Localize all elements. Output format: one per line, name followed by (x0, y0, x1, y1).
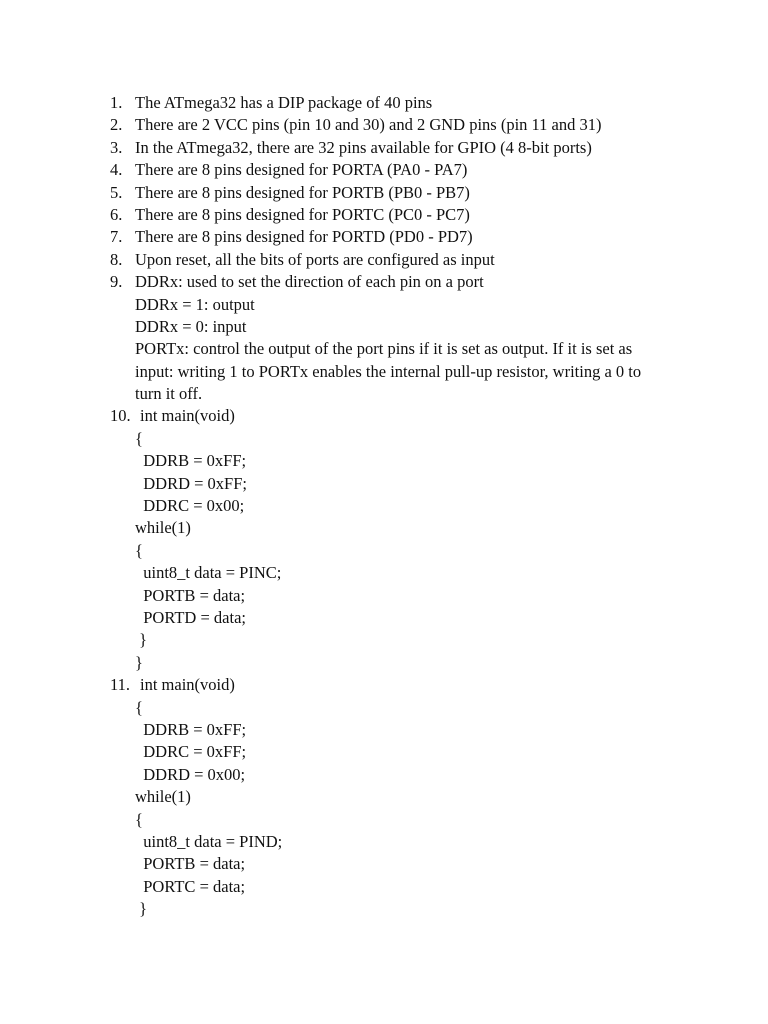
code-text: { (135, 697, 143, 717)
code-text: { (135, 428, 143, 448)
list-item-8 (110, 249, 710, 271)
item9-continuation-line (110, 361, 710, 383)
code-text: while(1) (135, 518, 191, 538)
item9-continuation-line (110, 383, 710, 405)
code-line (110, 517, 710, 539)
item-number: 2. (110, 115, 123, 135)
code-line (110, 786, 710, 808)
code-line (110, 540, 710, 562)
item-number: 11. (110, 675, 131, 695)
code-line (110, 853, 710, 875)
code-line (110, 495, 710, 517)
code-text: } (135, 899, 148, 919)
item-text: In the ATmega32, there are 32 pins available for GPIO (4 8-bit ports) (135, 137, 592, 157)
code-text: DDRD = 0xFF; (135, 473, 247, 493)
code-text: } (135, 630, 148, 650)
continuation-text: PORTx: control the output of the port pins if it is set as output. If it is set as (135, 339, 633, 359)
list-item-4 (110, 159, 710, 181)
item-text: There are 8 pins designed for PORTA (PA0 - PA7) (135, 160, 468, 180)
list-item-11 (110, 674, 710, 696)
list-item-1 (110, 92, 710, 114)
code-line (110, 607, 710, 629)
code-line (110, 652, 710, 674)
continuation-text: DDRx = 0: input (135, 316, 247, 336)
code-line (110, 697, 710, 719)
continuation-text: turn it off. (135, 384, 203, 404)
item9-continuation-line (110, 294, 710, 316)
code-text: DDRB = 0xFF; (135, 719, 247, 739)
code-line (110, 450, 710, 472)
code-text: { (135, 809, 143, 829)
code-line (110, 809, 710, 831)
continuation-text: input: writing 1 to PORTx enables the internal pull-up resistor, writing a 0 to (135, 361, 642, 381)
list-item-5 (110, 182, 710, 204)
item-text: There are 8 pins designed for PORTD (PD0 - PD7) (135, 227, 473, 247)
code-text: uint8_t data = PIND; (135, 831, 283, 851)
item-number: 9. (110, 272, 123, 292)
code-line (110, 585, 710, 607)
list-item-10 (110, 405, 710, 427)
list-item-9 (110, 271, 710, 293)
code-text: } (135, 652, 143, 672)
item9-continuation-line (110, 316, 710, 338)
code-line (110, 898, 710, 920)
item-number: 6. (110, 204, 123, 224)
code-text: { (135, 540, 143, 560)
code-text: uint8_t data = PINC; (135, 563, 282, 583)
list-item-7 (110, 226, 710, 248)
code-line (110, 629, 710, 651)
code-text: DDRD = 0x00; (135, 764, 246, 784)
code-line (110, 428, 710, 450)
item-number: 4. (110, 160, 123, 180)
code-line (110, 741, 710, 763)
item-text: Upon reset, all the bits of ports are configured as input (135, 249, 495, 269)
item-text: There are 8 pins designed for PORTC (PC0 - PC7) (135, 204, 470, 224)
code-line (110, 764, 710, 786)
item9-continuation-line (110, 338, 710, 360)
list-item-6 (110, 204, 710, 226)
code-text: PORTB = data; (135, 854, 246, 874)
code-line (110, 719, 710, 741)
code-text: while(1) (135, 787, 191, 807)
continuation-text: DDRx = 1: output (135, 294, 255, 314)
item-number: 7. (110, 227, 123, 247)
item-text: There are 2 VCC pins (pin 10 and 30) and 2 GND pins (pin 11 and 31) (135, 115, 602, 135)
item-text: DDRx: used to set the direction of each pin on a port (135, 272, 484, 292)
code-header: int main(void) (140, 406, 235, 426)
code-line (110, 831, 710, 853)
item-number: 10. (110, 406, 131, 426)
code-text: DDRB = 0xFF; (135, 451, 247, 471)
code-line (110, 473, 710, 495)
code-line (110, 876, 710, 898)
item-number: 1. (110, 93, 123, 112)
item-number: 3. (110, 137, 123, 157)
code-text: DDRC = 0x00; (135, 496, 245, 516)
item-number: 8. (110, 249, 123, 269)
list-item-3 (110, 137, 710, 159)
code-line (110, 562, 710, 584)
code-text: PORTC = data; (135, 876, 246, 896)
list-item-2 (110, 114, 710, 136)
item-text: There are 8 pins designed for PORTB (PB0 - PB7) (135, 182, 470, 202)
item-text: The ATmega32 has a DIP package of 40 pins (135, 93, 433, 112)
code-header: int main(void) (140, 675, 235, 695)
code-text: DDRC = 0xFF; (135, 742, 247, 762)
code-text: PORTD = data; (135, 607, 246, 627)
item-number: 5. (110, 182, 123, 202)
document-body (110, 92, 710, 920)
code-text: PORTB = data; (135, 585, 246, 605)
